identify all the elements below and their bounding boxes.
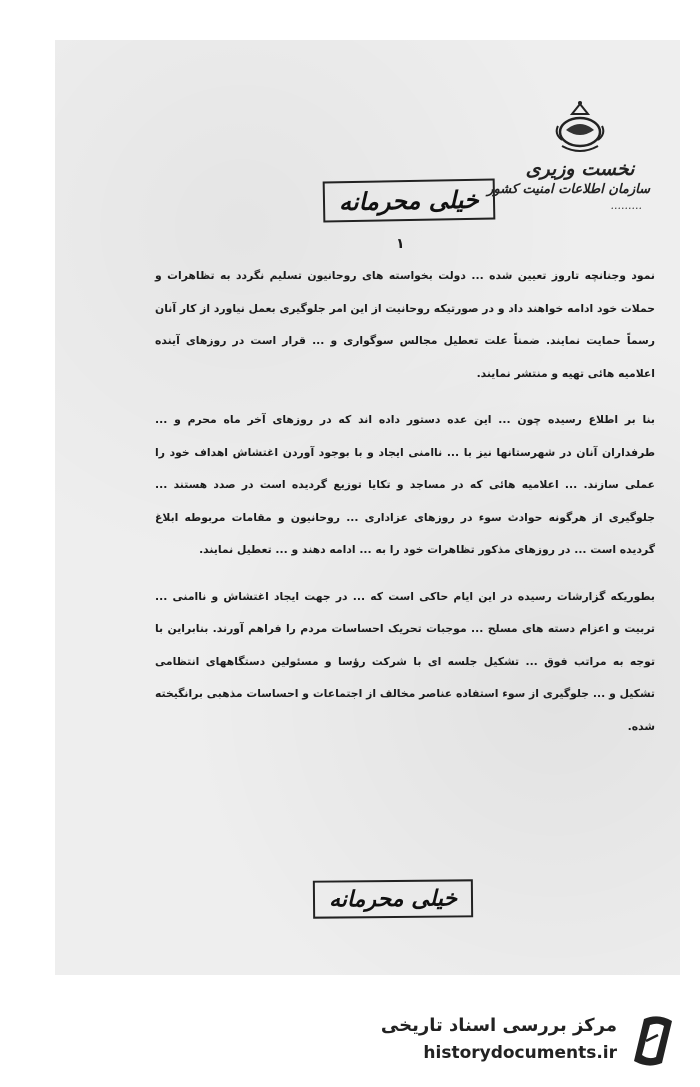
scroll-logo-icon [624, 1011, 682, 1069]
classification-stamp-bottom: خیلی محرمانه [313, 879, 473, 918]
document-body [155, 260, 655, 757]
letterhead [487, 100, 650, 212]
letterhead-organization: سازمان اطلاعات امنیت کشور [487, 182, 650, 197]
letterhead-reference: ......... [610, 199, 642, 212]
imperial-emblem-icon [550, 100, 610, 156]
watermark-url: historydocuments.ir [423, 1043, 617, 1063]
paragraph: نمود وجنانچه تاروز تعیین شده ... دولت بخواسته های روحانیون تسلیم نگردد به تظاهرات و حملات خود ادامه خواهند داد و در صورتیکه روحانیت از این امر جلوگیری بعمل نیاورد از کار آنان رسماً حمایت نمایند. ضمناً علت تعطیل مجالس سوگواری و ... قرار است در روزهای آینده اعلامیه هائی تهیه و منتشر نمایند. [155, 269, 655, 380]
site-watermark [352, 1003, 682, 1073]
paragraph: بطوریکه گزارشات رسیده در این ایام حاکی است که ... در جهت ایجاد اغتشاش و ناامنی ... تربیت و اعزام دسته های مسلح ... موجبات تحریک احساسات مردم را فراهم آورند. بنابراین با توجه به مراتب فوق ... تشکیل جلسه ای با شرکت رؤسا و مسئولین دستگاههای انتظامی تشکیل و ... جلوگیری از سوء استفاده عناصر مخالف از اجتماعات و احساسات مذهبی برانگیخته شده. [155, 589, 655, 733]
document-page [55, 40, 680, 975]
classification-stamp-top: خیلی محرمانه [323, 179, 495, 223]
page-number: ۱ [396, 236, 405, 252]
letterhead-title: نخست وزیری [525, 158, 635, 180]
paragraph: بنا بر اطلاع رسیده چون ... این عده دستور داده اند که در روزهای آخر ماه محرم و ... طرفداران آنان در شهرستانها نیز با ... ناامنی ایجاد و با بوجود آوردن اغتشاش اهداف خود را عملی سازند. ... اعلامیه هائی که در مساجد و تکایا توزیع گردیده است در صدد هستند ... جلوگیری از هرگونه حوادث سوء در روزهای عزاداری ... روحانیون و مقامات مربوطه ابلاغ گردیده است ... در روزهای مذکور تظاهرات خود را به ... ادامه دهند و ... تعطیل نمایند. [155, 413, 655, 556]
watermark-title: مرکز بررسی اسناد تاریخی [380, 1015, 617, 1036]
